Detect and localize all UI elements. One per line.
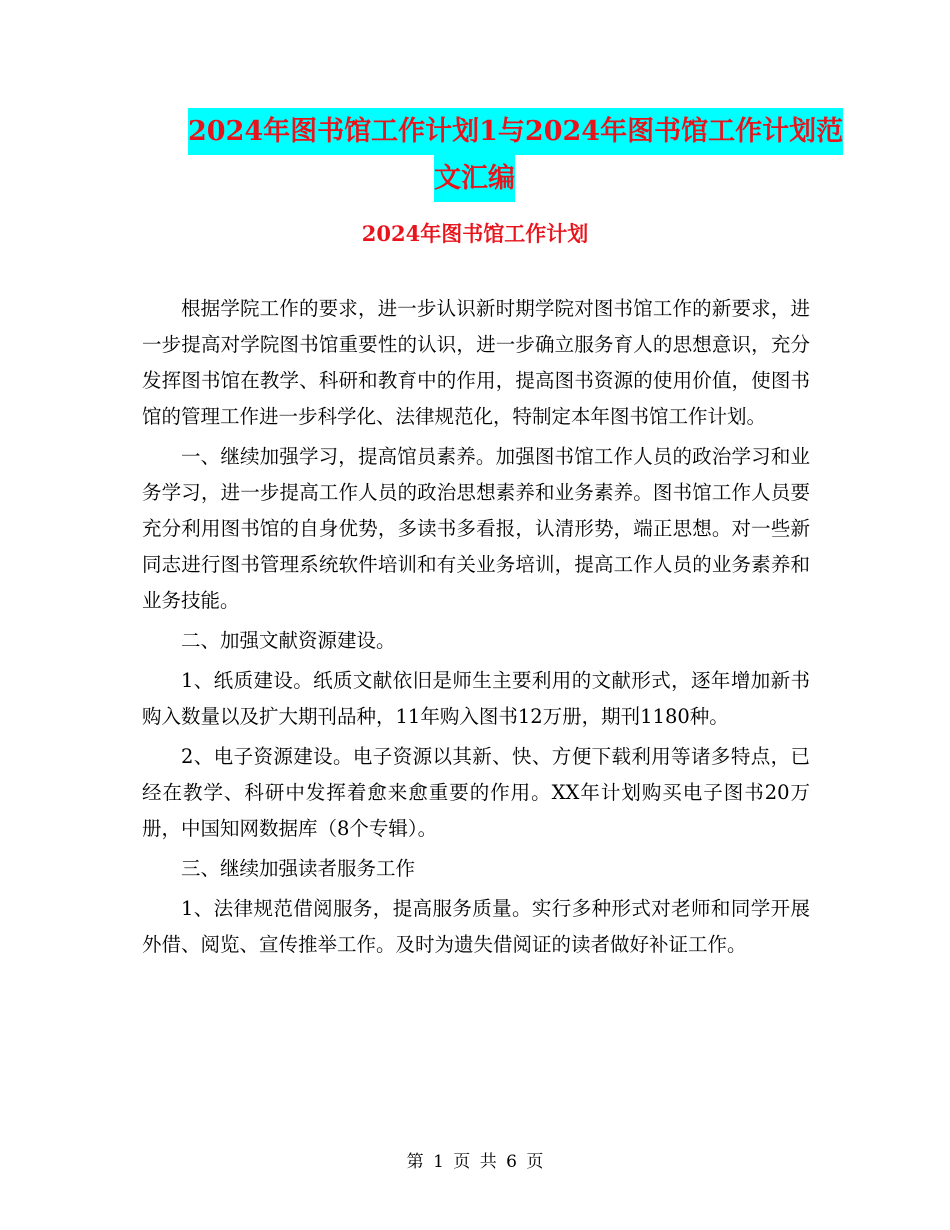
- paragraph-section-3-heading: 三、继续加强读者服务工作: [181, 857, 416, 880]
- title-line-2: 文汇编: [434, 155, 515, 202]
- document-body: [142, 291, 810, 967]
- page-footer: 第 1 页 共 6 页: [406, 1152, 544, 1172]
- paragraph-section-2-heading: 二、加强文献资源建设。: [181, 629, 396, 652]
- title-line-1: 2024年图书馆工作计划1与2024年图书馆工作计划范: [188, 108, 843, 155]
- paragraph-section-2-item-1: 1、纸质建设。纸质文献依旧是师生主要利用的文献形式，逐年增加新书购入数量以及扩大期刊品种，11年购入图书12万册，期刊1180种。: [142, 669, 810, 728]
- paragraph-intro: 根据学院工作的要求，进一步认识新时期学院对图书馆工作的新要求，进一步提高对学院图书馆重要性的认识，进一步确立服务育人的思想意识，充分发挥图书馆在教学、科研和教育中的作用，提高图书资源的使用价值，使图书馆的管理工作进一步科学化、法律规范化，特制定本年图书馆工作计划。: [142, 297, 810, 428]
- section-heading: 2024年图书馆工作计划: [361, 221, 589, 246]
- paragraph-section-2-item-2: 2、电子资源建设。电子资源以其新、快、方便下载利用等诸多特点，已经在教学、科研中发挥着愈来愈重要的作用。XX年计划购买电子图书20万册，中国知网数据库（8个专辑）。: [142, 745, 810, 840]
- paragraph-section-1: 一、继续加强学习，提高馆员素养。加强图书馆工作人员的政治学习和业务学习，进一步提高工作人员的政治思想素养和业务素养。图书馆工作人员要充分利用图书馆的自身优势，多读书多看报，认清形势，端正思想。对一些新同志进行图书管理系统软件培训和有关业务培训，提高工作人员的业务素养和业务技能。: [142, 445, 810, 612]
- paragraph-section-3-item-1: 1、法律规范借阅服务，提高服务质量。实行多种形式对老师和同学开展外借、阅览、宣传推举工作。及时为遗失借阅证的读者做好补证工作。: [142, 897, 810, 956]
